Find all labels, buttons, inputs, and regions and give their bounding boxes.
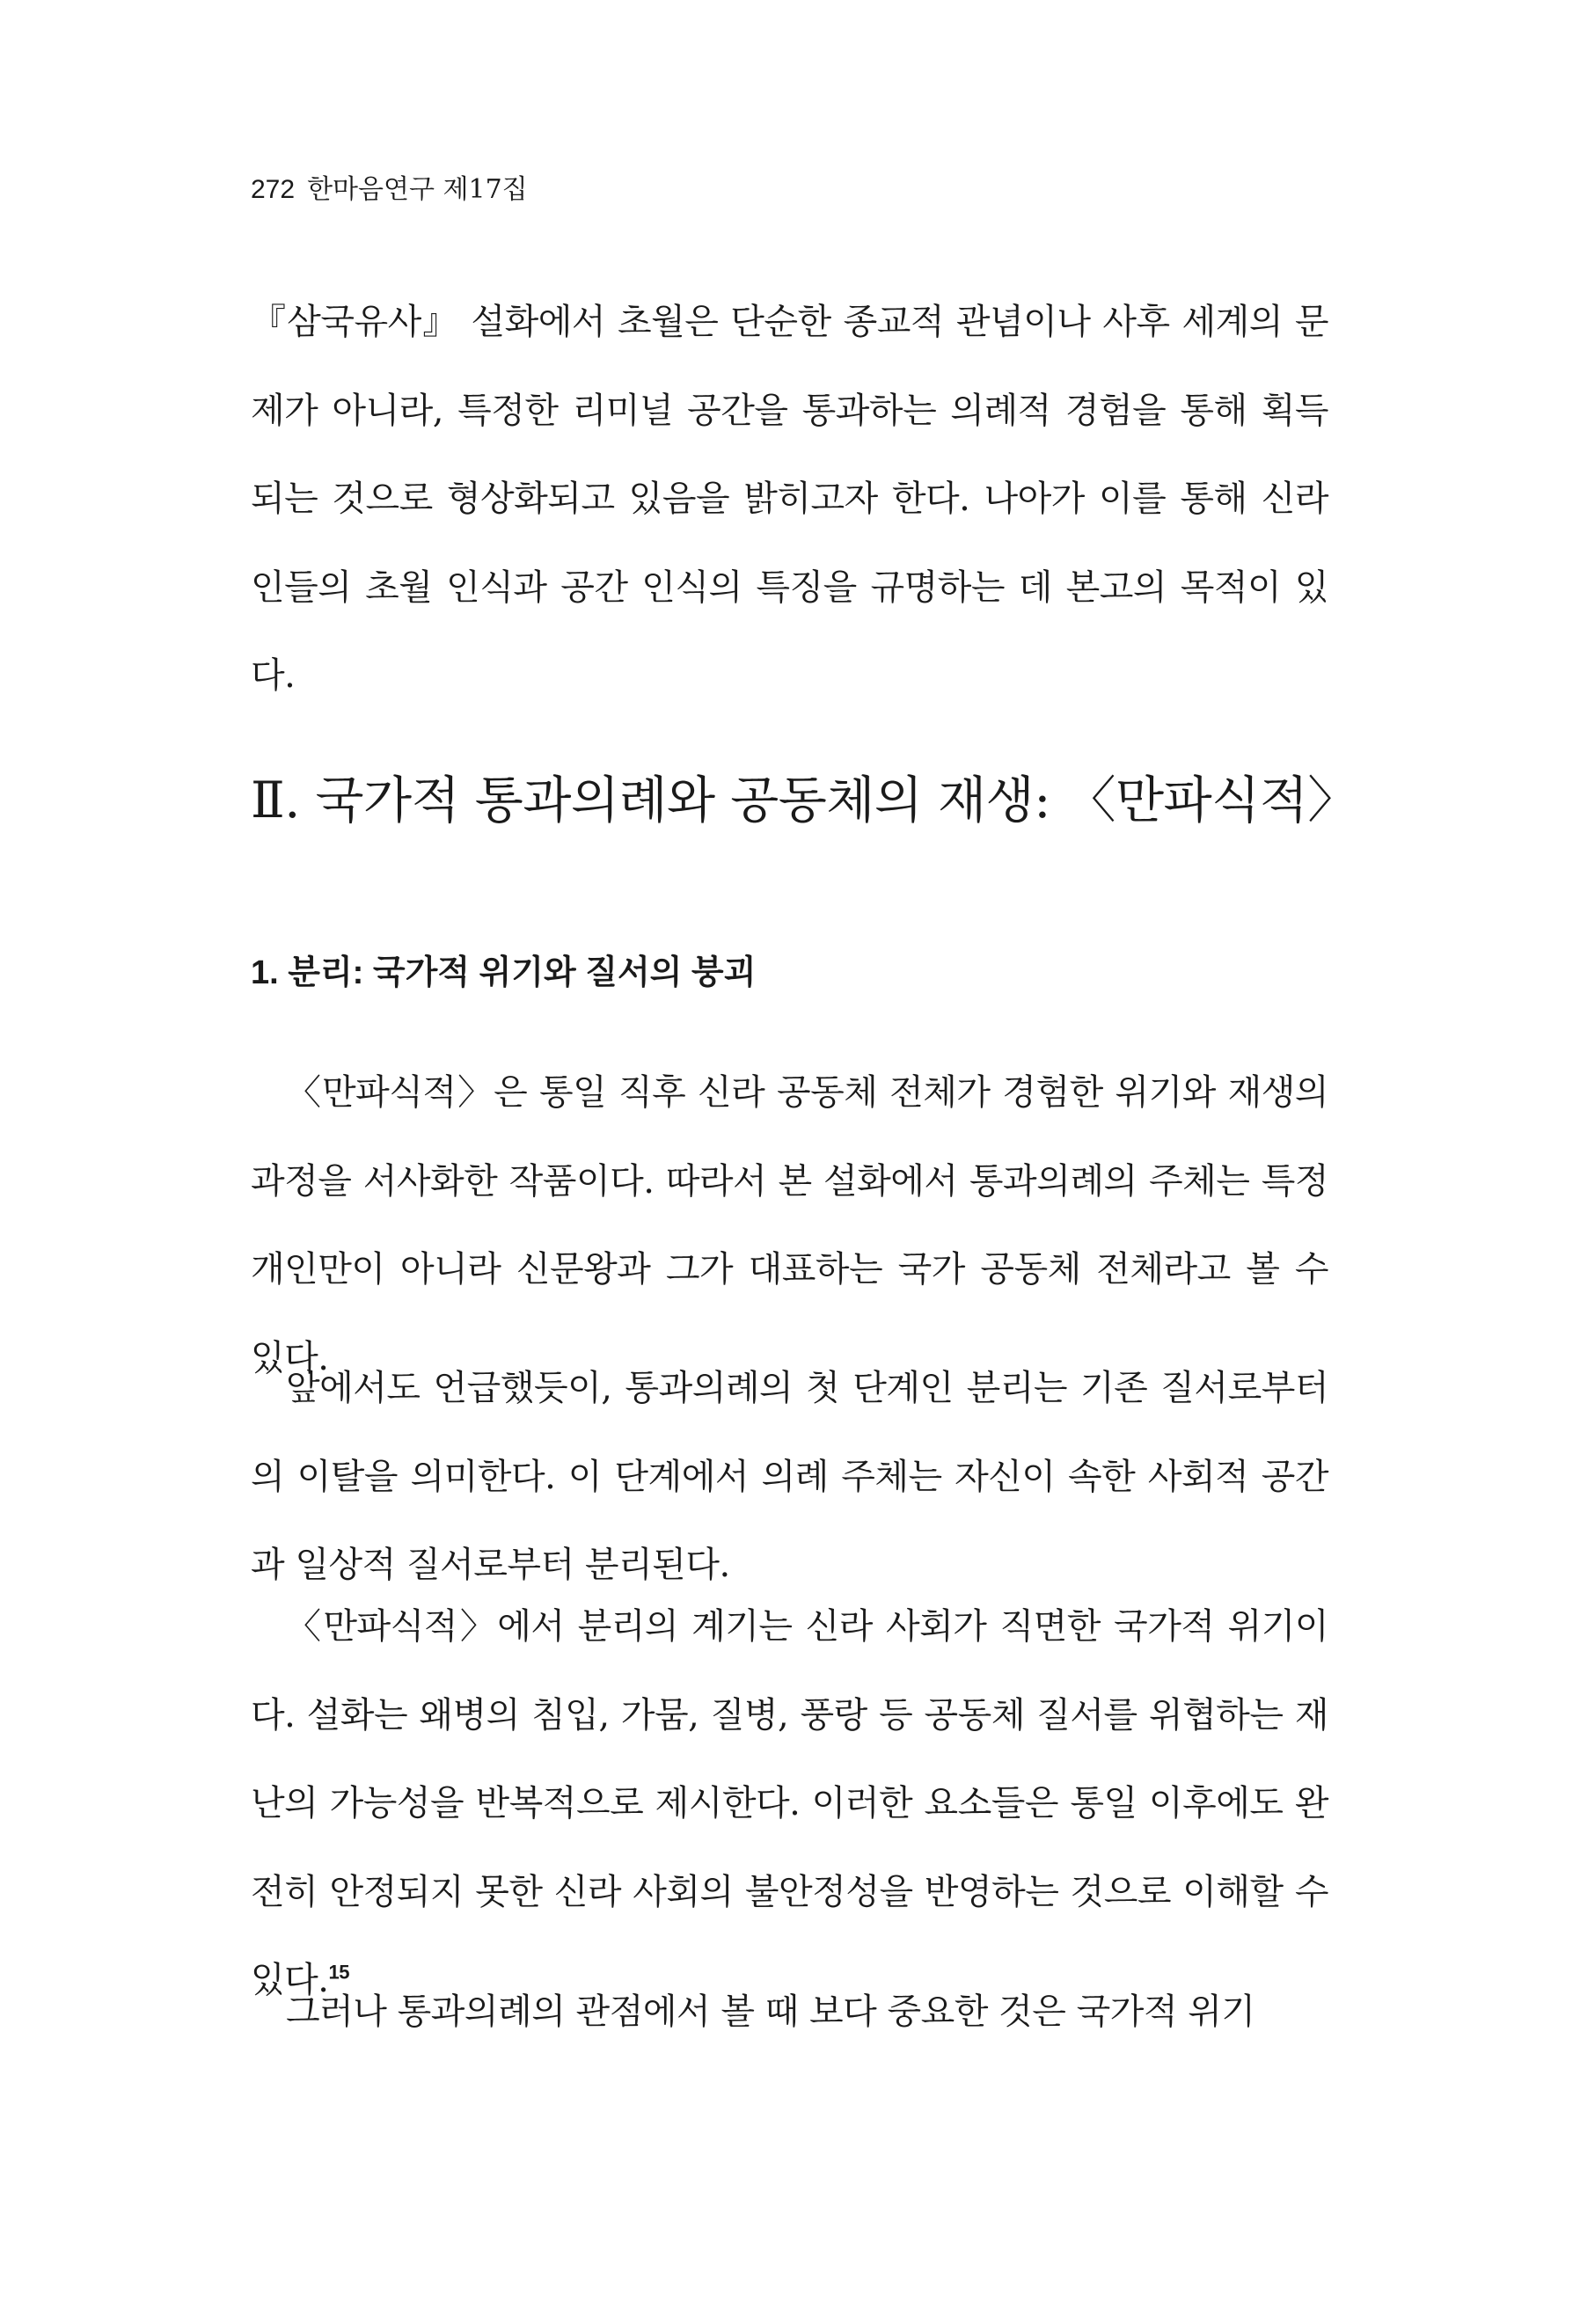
body-paragraph-2: 앞에서도 언급했듯이, 통과의례의 첫 단계인 분리는 기존 질서로부터의 이탈을 의미한다. 이 단계에서 의례 주체는 자신이 속한 사회적 공간과 일상적 질서로부터 분리된다. — [251, 1368, 1328, 1585]
section-title: Ⅱ. 국가적 통과의례와 공동체의 재생: 〈만파식적〉 — [251, 771, 1357, 829]
subsection-title: 1. 분리: 국가적 위기와 질서의 붕괴 — [251, 954, 757, 991]
body-paragraph-3-text: 〈만파식적〉에서 분리의 계기는 신라 사회가 직면한 국가적 위기이다. 설화는 왜병의 침입, 가뭄, 질병, 풍랑 등 공동체 질서를 위협하는 재난의 가능성을 반복적으로 제시한다. 이러한 요소들은 통일 이후에도 완전히 안정되지 못한 신라 사회의 불안정성을 반영하는 것으로 이해할 수 있다. — [251, 1606, 1328, 2000]
page — [251, 0, 1357, 2324]
running-head — [251, 172, 528, 208]
intro-paragraph: 『삼국유사』 설화에서 초월은 단순한 종교적 관념이나 사후 세계의 문제가 아니라, 특정한 리미널 공간을 통과하는 의례적 경험을 통해 획득되는 것으로 형상화되고 있음을 밝히고자 한다. 나아가 이를 통해 신라인들의 초월 인식과 공간 인식의 특징을 규명하는 데 본고의 목적이 있다. — [251, 302, 1328, 696]
page-number: 272 — [251, 175, 296, 204]
body-paragraph-3 — [251, 1582, 1328, 2025]
journal-title: 한마음연구 제17집 — [307, 174, 528, 205]
body-paragraph-1: 〈만파식적〉은 통일 직후 신라 공동체 전체가 경험한 위기와 재생의 과정을 서사화한 작품이다. 따라서 본 설화에서 통과의례의 주체는 특정 개인만이 아니라 신문왕과 그가 대표하는 국가 공동체 전체라고 볼 수 있다. — [251, 1072, 1328, 1378]
body-paragraph-4: 그러나 통과의례의 관점에서 볼 때 보다 중요한 것은 국가적 위기 — [286, 1991, 1255, 2032]
footnote-reference[interactable]: 15 — [328, 1961, 349, 1984]
